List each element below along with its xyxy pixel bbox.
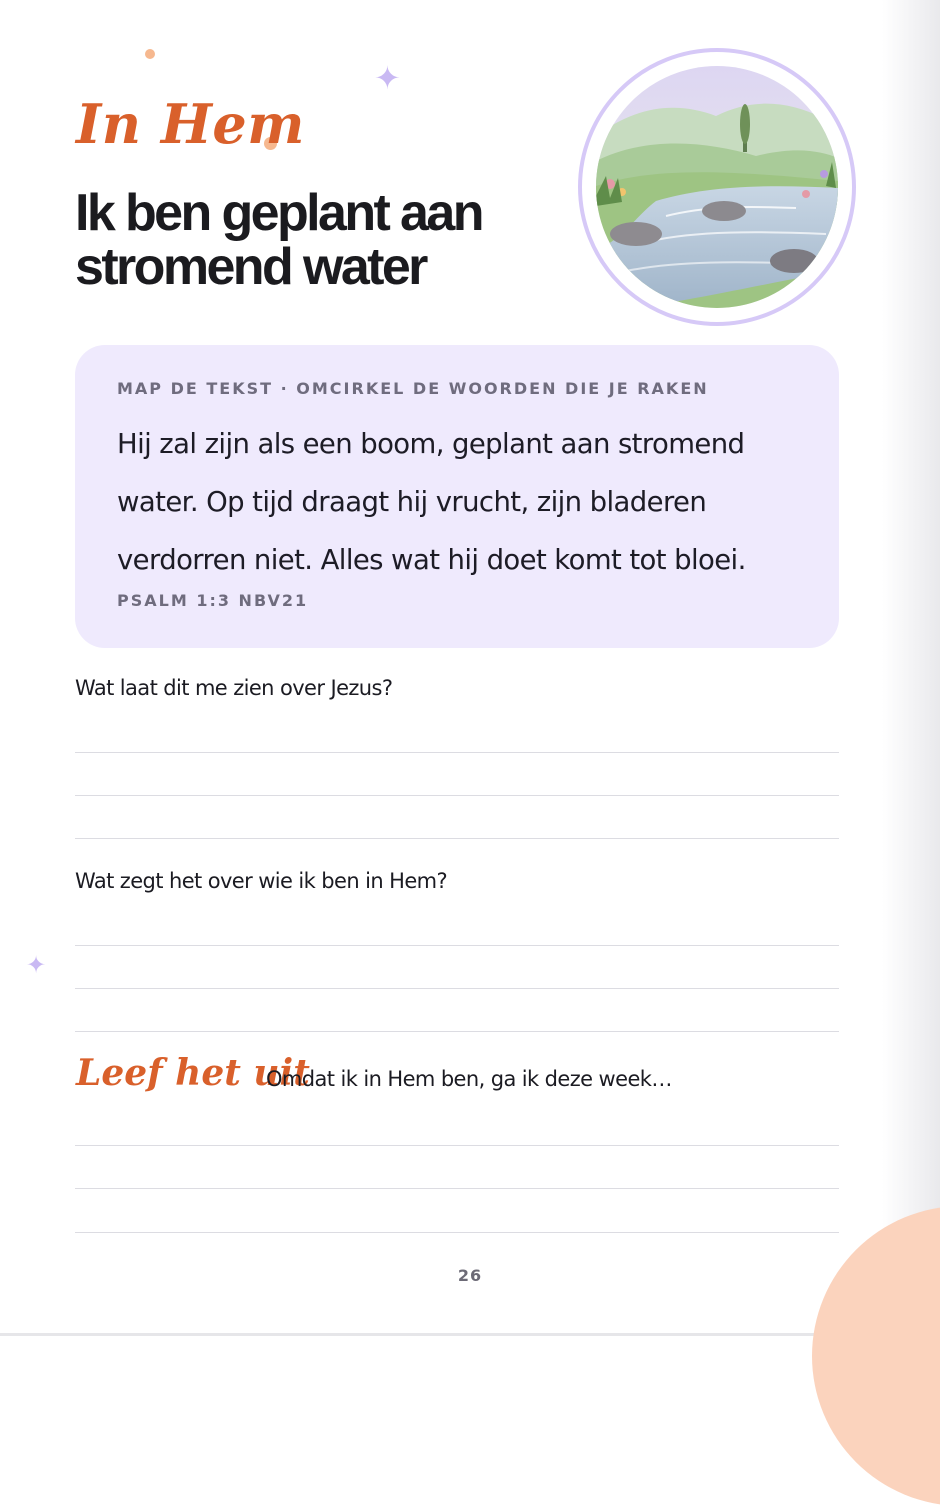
writing-line bbox=[75, 1232, 839, 1233]
river-landscape-illustration bbox=[596, 66, 838, 308]
page-title: Ik ben geplant aan stromend water bbox=[75, 184, 482, 296]
writing-line bbox=[75, 1031, 839, 1032]
writing-line bbox=[75, 945, 839, 946]
page-edge-shadow bbox=[882, 0, 940, 1336]
decorative-dot bbox=[145, 49, 155, 59]
reflection-question: Wat laat dit me zien over Jezus? bbox=[75, 676, 393, 700]
writing-line bbox=[75, 1188, 839, 1189]
section-eyebrow: In Hem bbox=[76, 92, 305, 156]
sparkle-icon: ✦ bbox=[26, 951, 47, 979]
verse-reference: PSALM 1:3 NBV21 bbox=[117, 591, 309, 610]
writing-line bbox=[75, 752, 839, 753]
verse-card bbox=[75, 345, 839, 648]
verse-instruction-label: MAP DE TEKST · OMCIRKEL DE WOORDEN DIE JE RAKEN bbox=[117, 379, 709, 398]
sparkle-icon: ✦ bbox=[374, 59, 401, 97]
reflection-question: Wat zegt het over wie ik ben in Hem? bbox=[75, 869, 448, 893]
writing-line bbox=[75, 795, 839, 796]
decorative-corner-blob bbox=[812, 1206, 940, 1506]
writing-line bbox=[75, 988, 839, 989]
live-it-prompt: Omdat ik in Hem ben, ga ik deze week… bbox=[266, 1067, 672, 1091]
verse-text: Hij zal zijn als een boom, geplant aan stromend water. Op tijd draagt hij vrucht, zijn bladeren verdorren niet. Alles wat hij doet komt tot bloei. bbox=[117, 428, 746, 576]
writing-line bbox=[75, 838, 839, 839]
page-number: 26 bbox=[457, 1266, 483, 1285]
writing-line bbox=[75, 1145, 839, 1146]
live-it-label: Leef het uit bbox=[76, 1052, 310, 1094]
